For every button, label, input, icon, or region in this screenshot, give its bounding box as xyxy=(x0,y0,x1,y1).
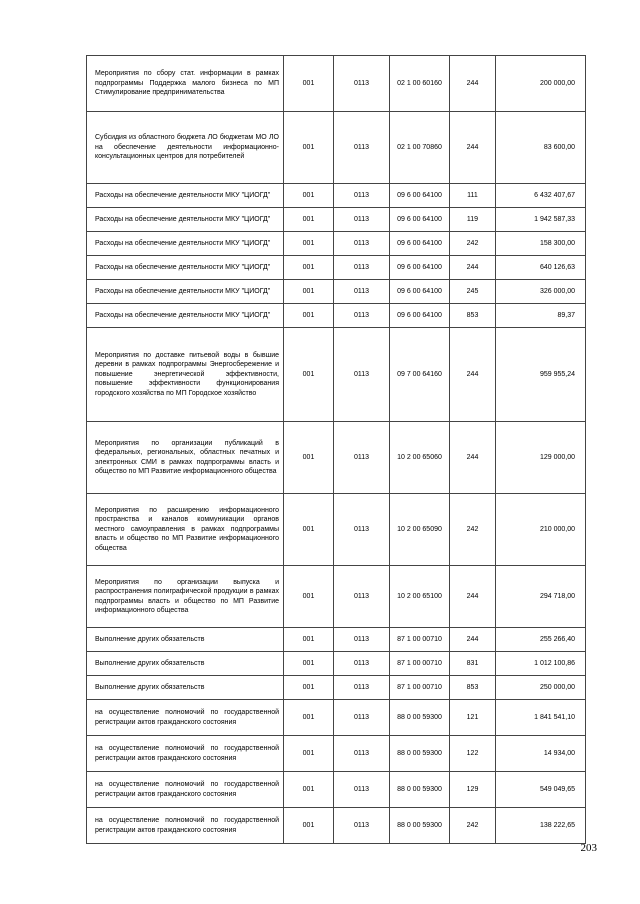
target-article-code: 09 6 00 64100 xyxy=(390,184,450,208)
target-article-code: 88 0 00 59300 xyxy=(390,772,450,808)
admin-code: 001 xyxy=(284,736,334,772)
amount: 255 266,40 xyxy=(496,628,586,652)
expense-type-code: 244 xyxy=(450,56,496,112)
expense-type-code: 242 xyxy=(450,494,496,566)
table-row xyxy=(87,700,586,736)
table-row xyxy=(87,736,586,772)
row-description: Мероприятия по расширению информационного пространства и каналов коммуникации органов местного самоуправления в рамках подпрограммы власть и общество по МП Развитие информационного общества xyxy=(87,494,284,566)
expense-type-code: 244 xyxy=(450,112,496,184)
expense-type-code: 853 xyxy=(450,304,496,328)
row-description: Расходы на обеспечение деятельности МКУ "ЦИОГД" xyxy=(87,208,284,232)
row-description: Расходы на обеспечение деятельности МКУ "ЦИОГД" xyxy=(87,256,284,280)
amount: 1 841 541,10 xyxy=(496,700,586,736)
row-description: Выполнение других обязательств xyxy=(87,652,284,676)
row-description: на осуществление полномочий по государственной регистрации актов гражданского состояния xyxy=(87,736,284,772)
target-article-code: 09 6 00 64100 xyxy=(390,208,450,232)
target-article-code: 10 2 00 65100 xyxy=(390,566,450,628)
table-row xyxy=(87,208,586,232)
table-row xyxy=(87,422,586,494)
row-description: на осуществление полномочий по государственной регистрации актов гражданского состояния xyxy=(87,772,284,808)
row-description: на осуществление полномочий по государственной регистрации актов гражданского состояния xyxy=(87,700,284,736)
section-code: 0113 xyxy=(334,304,390,328)
section-code: 0113 xyxy=(334,628,390,652)
expense-type-code: 244 xyxy=(450,328,496,422)
row-description: Расходы на обеспечение деятельности МКУ "ЦИОГД" xyxy=(87,304,284,328)
expense-type-code: 244 xyxy=(450,628,496,652)
amount: 1 942 587,33 xyxy=(496,208,586,232)
amount: 326 000,00 xyxy=(496,280,586,304)
section-code: 0113 xyxy=(334,422,390,494)
table-row xyxy=(87,328,586,422)
table-row xyxy=(87,112,586,184)
section-code: 0113 xyxy=(334,652,390,676)
amount: 138 222,65 xyxy=(496,808,586,844)
table-row xyxy=(87,184,586,208)
table-row xyxy=(87,566,586,628)
target-article-code: 88 0 00 59300 xyxy=(390,736,450,772)
section-code: 0113 xyxy=(334,566,390,628)
expense-type-code: 129 xyxy=(450,772,496,808)
row-description: на осуществление полномочий по государственной регистрации актов гражданского состояния xyxy=(87,808,284,844)
section-code: 0113 xyxy=(334,112,390,184)
amount: 83 600,00 xyxy=(496,112,586,184)
amount: 640 126,63 xyxy=(496,256,586,280)
table-row xyxy=(87,232,586,256)
section-code: 0113 xyxy=(334,494,390,566)
amount: 129 000,00 xyxy=(496,422,586,494)
table-row xyxy=(87,280,586,304)
table-row xyxy=(87,652,586,676)
amount: 959 955,24 xyxy=(496,328,586,422)
amount: 89,37 xyxy=(496,304,586,328)
expense-type-code: 121 xyxy=(450,700,496,736)
target-article-code: 09 6 00 64100 xyxy=(390,256,450,280)
admin-code: 001 xyxy=(284,280,334,304)
amount: 294 718,00 xyxy=(496,566,586,628)
admin-code: 001 xyxy=(284,232,334,256)
table-row xyxy=(87,256,586,280)
budget-table xyxy=(86,55,586,844)
target-article-code: 87 1 00 00710 xyxy=(390,628,450,652)
row-description: Расходы на обеспечение деятельности МКУ "ЦИОГД" xyxy=(87,184,284,208)
expense-type-code: 122 xyxy=(450,736,496,772)
table-row xyxy=(87,676,586,700)
section-code: 0113 xyxy=(334,736,390,772)
expense-type-code: 244 xyxy=(450,566,496,628)
section-code: 0113 xyxy=(334,56,390,112)
expense-type-code: 244 xyxy=(450,256,496,280)
admin-code: 001 xyxy=(284,304,334,328)
admin-code: 001 xyxy=(284,772,334,808)
row-description: Субсидия из областного бюджета ЛО бюджетам МО ЛО на обеспечение деятельности информационно-консультационных центров для потребителей xyxy=(87,112,284,184)
row-description: Выполнение других обязательств xyxy=(87,628,284,652)
table-row xyxy=(87,772,586,808)
admin-code: 001 xyxy=(284,566,334,628)
section-code: 0113 xyxy=(334,184,390,208)
expense-type-code: 111 xyxy=(450,184,496,208)
section-code: 0113 xyxy=(334,808,390,844)
expense-type-code: 853 xyxy=(450,676,496,700)
section-code: 0113 xyxy=(334,700,390,736)
target-article-code: 88 0 00 59300 xyxy=(390,700,450,736)
amount: 1 012 100,86 xyxy=(496,652,586,676)
row-description: Расходы на обеспечение деятельности МКУ "ЦИОГД" xyxy=(87,232,284,256)
admin-code: 001 xyxy=(284,328,334,422)
admin-code: 001 xyxy=(284,700,334,736)
expense-type-code: 119 xyxy=(450,208,496,232)
amount: 210 000,00 xyxy=(496,494,586,566)
admin-code: 001 xyxy=(284,652,334,676)
row-description: Мероприятия по организации выпуска и распространения полиграфической продукции в рамках подпрограммы власть и общество по МП Развитие информационного общества xyxy=(87,566,284,628)
admin-code: 001 xyxy=(284,112,334,184)
target-article-code: 10 2 00 65060 xyxy=(390,422,450,494)
target-article-code: 09 6 00 64100 xyxy=(390,232,450,256)
row-description: Расходы на обеспечение деятельности МКУ "ЦИОГД" xyxy=(87,280,284,304)
section-code: 0113 xyxy=(334,208,390,232)
admin-code: 001 xyxy=(284,208,334,232)
admin-code: 001 xyxy=(284,184,334,208)
target-article-code: 87 1 00 00710 xyxy=(390,676,450,700)
amount: 250 000,00 xyxy=(496,676,586,700)
section-code: 0113 xyxy=(334,328,390,422)
budget-table-body xyxy=(87,56,586,844)
row-description: Мероприятия по сбору стат. информации в рамках подпрограммы Поддержка малого бизнеса по МП Стимулирование предпринимательства xyxy=(87,56,284,112)
expense-type-code: 242 xyxy=(450,808,496,844)
section-code: 0113 xyxy=(334,772,390,808)
section-code: 0113 xyxy=(334,676,390,700)
admin-code: 001 xyxy=(284,494,334,566)
table-row xyxy=(87,56,586,112)
expense-type-code: 245 xyxy=(450,280,496,304)
admin-code: 001 xyxy=(284,808,334,844)
admin-code: 001 xyxy=(284,628,334,652)
table-row xyxy=(87,808,586,844)
table-row xyxy=(87,304,586,328)
target-article-code: 02 1 00 70860 xyxy=(390,112,450,184)
amount: 200 000,00 xyxy=(496,56,586,112)
target-article-code: 09 6 00 64100 xyxy=(390,280,450,304)
amount: 549 049,65 xyxy=(496,772,586,808)
admin-code: 001 xyxy=(284,422,334,494)
row-description: Выполнение других обязательств xyxy=(87,676,284,700)
expense-type-code: 831 xyxy=(450,652,496,676)
amount: 14 934,00 xyxy=(496,736,586,772)
table-row xyxy=(87,628,586,652)
target-article-code: 88 0 00 59300 xyxy=(390,808,450,844)
target-article-code: 10 2 00 65090 xyxy=(390,494,450,566)
page-number: 203 xyxy=(580,842,597,854)
admin-code: 001 xyxy=(284,676,334,700)
expense-type-code: 244 xyxy=(450,422,496,494)
row-description: Мероприятия по доставке питьевой воды в бывшие деревни в рамках подпрограммы Энергосбережение и повышение энергетической эффективности, повышение эффективности функционирования городского хозяйства по МП Городское хозяйство xyxy=(87,328,284,422)
admin-code: 001 xyxy=(284,256,334,280)
target-article-code: 09 7 00 64160 xyxy=(390,328,450,422)
section-code: 0113 xyxy=(334,256,390,280)
section-code: 0113 xyxy=(334,280,390,304)
amount: 158 300,00 xyxy=(496,232,586,256)
target-article-code: 09 6 00 64100 xyxy=(390,304,450,328)
expense-type-code: 242 xyxy=(450,232,496,256)
admin-code: 001 xyxy=(284,56,334,112)
section-code: 0113 xyxy=(334,232,390,256)
target-article-code: 87 1 00 00710 xyxy=(390,652,450,676)
table-row xyxy=(87,494,586,566)
target-article-code: 02 1 00 60160 xyxy=(390,56,450,112)
row-description: Мероприятия по организации публикаций в федеральных, региональных, областных печатных и электронных СМИ в рамках подпрограммы власть и общество по МП Развитие информационного общества xyxy=(87,422,284,494)
amount: 6 432 407,67 xyxy=(496,184,586,208)
